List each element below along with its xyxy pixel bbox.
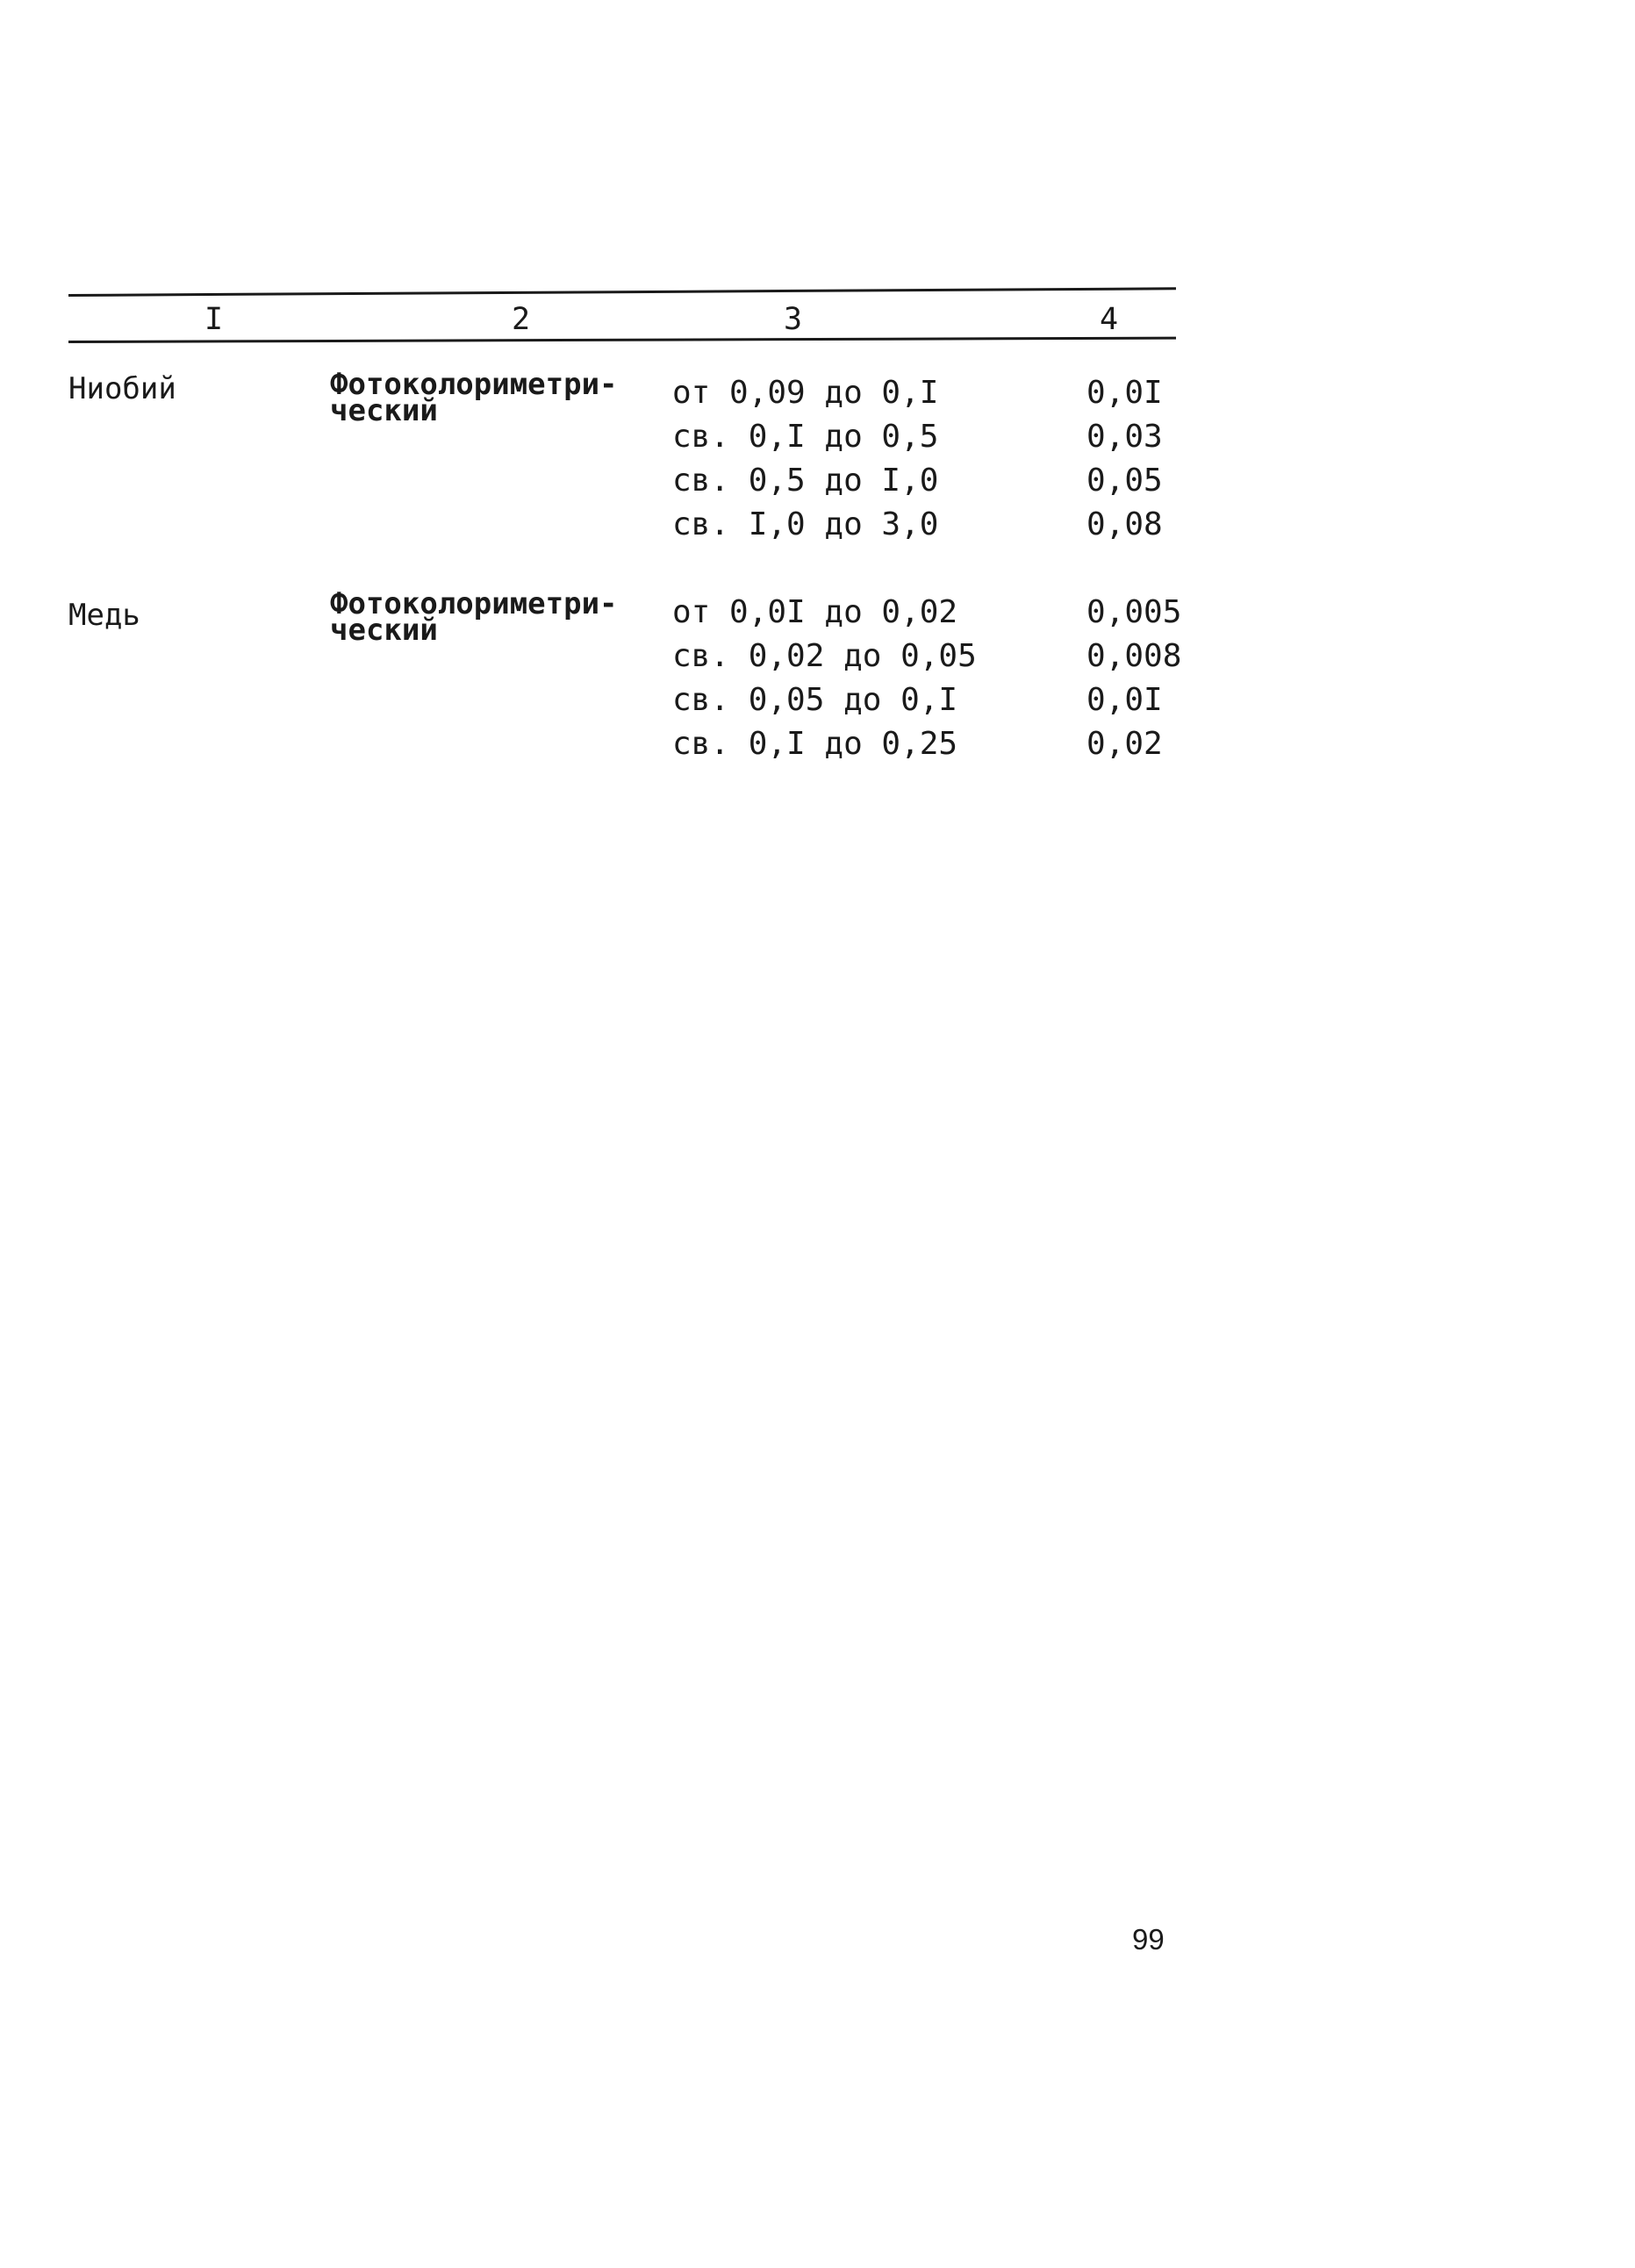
method-line: Фотоколориметри-: [330, 367, 618, 402]
error-value: 0,02: [1086, 726, 1163, 762]
range-line: св. 0,02 до 0,05: [672, 638, 977, 674]
range-cell: [672, 591, 977, 766]
page-number: 99: [1132, 1923, 1165, 1956]
table-top-rule: [68, 287, 1176, 297]
range-line: св. I,0 до 3,0: [672, 506, 939, 542]
range-cell: [672, 371, 938, 547]
method-line: ческий: [330, 613, 438, 648]
element-name: Ниобий: [68, 371, 176, 406]
method-cell: [330, 367, 628, 428]
error-value: 0,08: [1086, 506, 1163, 542]
column-header-3: 3: [784, 302, 803, 337]
range-line: св. 0,05 до 0,I: [672, 682, 958, 718]
error-cell: [1086, 591, 1181, 766]
table-header-row: [68, 297, 1176, 341]
column-header-4: 4: [1100, 302, 1119, 337]
error-value: 0,0I: [1086, 375, 1163, 411]
range-line: св. 0,5 до I,0: [672, 463, 939, 499]
column-header-1: I: [204, 302, 224, 337]
range-line: от 0,09 до 0,I: [672, 375, 939, 411]
element-name: Медь: [68, 598, 140, 633]
error-value: 0,008: [1086, 638, 1182, 674]
error-cell: [1086, 371, 1163, 547]
range-line: св. 0,I до 0,25: [672, 726, 958, 762]
error-value: 0,0I: [1086, 682, 1163, 718]
error-value: 0,03: [1086, 419, 1163, 455]
range-line: св. 0,I до 0,5: [672, 419, 939, 455]
method-line: ческий: [330, 393, 438, 428]
table-row-group: [68, 586, 1182, 810]
table-row-group: [68, 367, 1176, 591]
method-cell: [330, 586, 628, 648]
data-table: [68, 294, 1182, 810]
range-line: от 0,0I до 0,02: [672, 594, 958, 630]
method-line: Фотоколориметри-: [330, 586, 618, 621]
error-value: 0,005: [1086, 594, 1182, 630]
column-header-2: 2: [512, 302, 531, 337]
error-value: 0,05: [1086, 463, 1163, 499]
